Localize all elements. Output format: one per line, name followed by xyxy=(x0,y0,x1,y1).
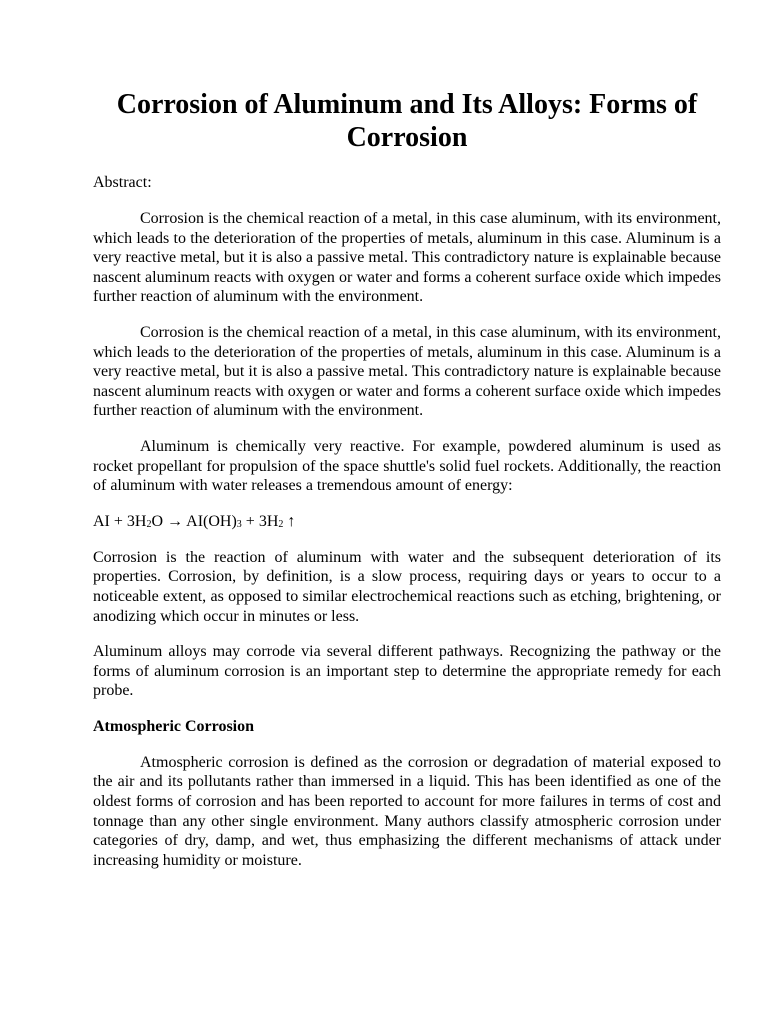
abstract-paragraph-2: Corrosion is the chemical reaction of a metal, in this case aluminum, with its environment, which leads to the deterioration of the properties of metals, aluminum in this case. Aluminum is a very reactive metal, but it is also a passive metal. This contradictory nature is explainable because nascent aluminum reacts with oxygen or water and forms a coherent surface oxide which impedes further reaction of aluminum with the environment. xyxy=(93,323,721,420)
equation-part: ↑ xyxy=(283,512,296,530)
abstract-paragraph-1: Corrosion is the chemical reaction of a metal, in this case aluminum, with its environment, which leads to the deterioration of the properties of metals, aluminum in this case. Aluminum is a very reactive metal, but it is also a passive metal. This contradictory nature is explainable because nascent aluminum reacts with oxygen or water and forms a coherent surface oxide which impedes further reaction of aluminum with the environment. xyxy=(93,210,721,306)
abstract-label: Abstract: xyxy=(93,174,152,191)
chemical-equation xyxy=(93,512,721,532)
equation-subscript: 3 xyxy=(236,518,242,530)
document-page xyxy=(93,88,721,886)
body-paragraph-1: Corrosion is the reaction of aluminum with water and the subsequent deterioration of its properties. Corrosion, by definition, is a slow process, requiring days or years to occur to a noticeable extent, as opposed to similar electrochemical reactions such as etching, brightening, or anodizing which occur in minutes or less. xyxy=(93,548,721,625)
equation-subscript: 2 xyxy=(146,518,152,530)
abstract-paragraph-3: Aluminum is chemically very reactive. For example, powdered aluminum is used as rocket propellant for propulsion of the space shuttle's solid fuel rockets. Additionally, the reaction of aluminum with water releases a tremendous amount of energy: xyxy=(93,437,721,495)
section-heading: Atmospheric Corrosion xyxy=(93,717,255,735)
equation-subscript: 2 xyxy=(278,518,284,530)
equation-part: + 3H xyxy=(241,512,279,530)
equation-part: AI + 3H xyxy=(93,512,147,530)
document-title: Corrosion of Aluminum and Its Alloys: Forms of Corrosion xyxy=(116,89,698,153)
body-paragraph-2: Aluminum alloys may corrode via several different pathways. Recognizing the pathway or the forms of aluminum corrosion is an important step to determine the appropriate remedy for each probe. xyxy=(93,643,721,700)
section-paragraph: Atmospheric corrosion is defined as the corrosion or degradation of material exposed to the air and its pollutants rather than immersed in a liquid. This has been identified as one of the oldest forms of corrosion and has been reported to account for more failures in terms of cost and tonnage than any other single environment. Many authors classify atmospheric corrosion under categories of dry, damp, and wet, thus emphasizing the different mechanisms of attack under increasing humidity or moisture. xyxy=(93,753,721,869)
equation-part: O → AI(OH) xyxy=(151,512,237,530)
